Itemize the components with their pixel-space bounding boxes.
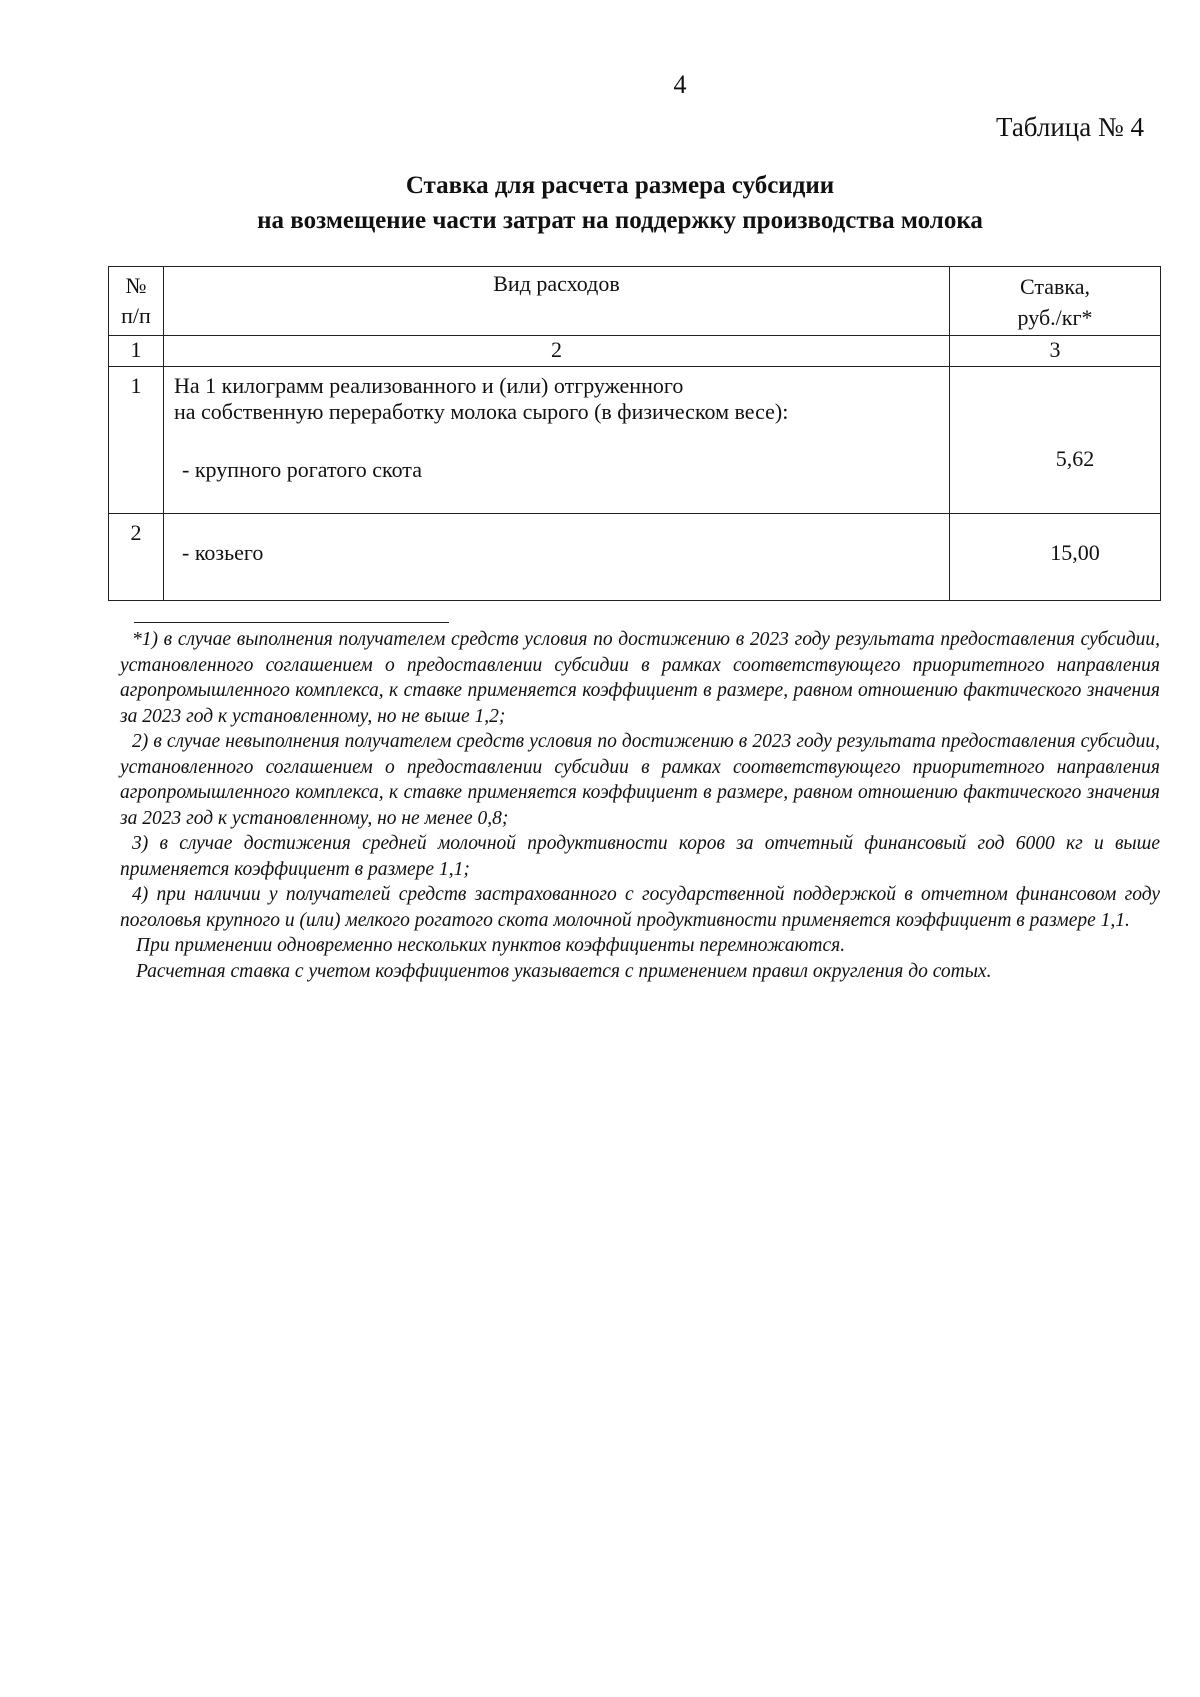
column-index-1: 1 xyxy=(109,336,164,367)
row-desc-line-1: На 1 килограмм реализованного и (или) отгруженного xyxy=(174,373,684,398)
header-num-line-1: № xyxy=(125,273,147,298)
footnote-4: 4) при наличии у получателей средств застрахованного с государственной поддержкой в отчетном финансовом году поголовья крупного и (или) мелкого рогатого скота молочной продуктивности применяется коэффициент в размере 1,1. xyxy=(120,884,1160,931)
header-num xyxy=(109,267,164,336)
row-rate: 15,00 xyxy=(1050,540,1100,565)
table-label: Таблица № 4 xyxy=(996,112,1144,142)
row-desc xyxy=(164,367,950,514)
header-rate-line-1: Ставка, xyxy=(1019,274,1091,299)
row-rate-cell xyxy=(950,514,1161,601)
table-header-row xyxy=(109,267,1161,336)
table-row xyxy=(109,514,1161,601)
column-index-row xyxy=(109,336,1161,367)
column-index-3: 3 xyxy=(950,336,1161,367)
header-rate-line-2: руб./кг* xyxy=(1017,305,1093,330)
header-num-line-2: п/п xyxy=(121,303,151,328)
title-line-2: на возмещение части затрат на поддержку производства молока xyxy=(257,207,983,234)
footnote-1: *1) в случае выполнения получателем средств условия по достижению в 2023 году результата предоставления субсидии, установленного соглашением о предоставлении субсидии в рамках соответствующего приоритетного направления агропромышленного комплекса, к ставке применяется коэффициент в размере, равном отношению фактического значения за 2023 год к установленному, но не выше 1,2; xyxy=(120,629,1160,727)
footnote-note-2: Расчетная ставка с учетом коэффициентов указывается с применением правил округления до сотых. xyxy=(136,960,992,982)
footnote-2: 2) в случае невыполнения получателем средств условия по достижению в 2023 году результата предоставления субсидии, установленного соглашением о предоставлении субсидии в рамках соответствующего приоритетного направления агропромышленного комплекса, к ставке применяется коэффициент в размере, равном отношению фактического значения за 2023 год к установленному, но не менее 0,8; xyxy=(120,731,1160,829)
footnotes xyxy=(120,627,1160,984)
row-subitem: - козьего xyxy=(182,540,264,565)
footnote-note-1: При применении одновременно нескольких пунктов коэффициенты перемножаются. xyxy=(136,935,846,956)
header-desc: Вид расходов xyxy=(164,267,950,336)
row-rate-cell xyxy=(950,367,1161,514)
row-desc xyxy=(164,514,950,601)
row-rate: 5,62 xyxy=(1055,446,1095,471)
row-subitem: - крупного рогатого скота xyxy=(182,457,422,482)
row-num: 1 xyxy=(109,367,164,514)
page-number: 4 xyxy=(673,70,687,99)
footnote-divider xyxy=(134,622,449,623)
row-num: 2 xyxy=(109,514,164,601)
title-line-1: Ставка для расчета размера субсидии xyxy=(405,172,835,199)
row-desc-line-2: на собственную переработку молока сырого (в физическом весе): xyxy=(174,399,789,424)
footnote-3: 3) в случае достижения средней молочной продуктивности коров за отчетный финансовый год 6000 кг и выше применяется коэффициент в размере 1,1; xyxy=(120,833,1160,880)
document-title xyxy=(100,168,1140,238)
header-rate xyxy=(950,267,1161,336)
table-row xyxy=(109,367,1161,514)
column-index-2: 2 xyxy=(164,336,950,367)
rate-table xyxy=(108,266,1161,601)
